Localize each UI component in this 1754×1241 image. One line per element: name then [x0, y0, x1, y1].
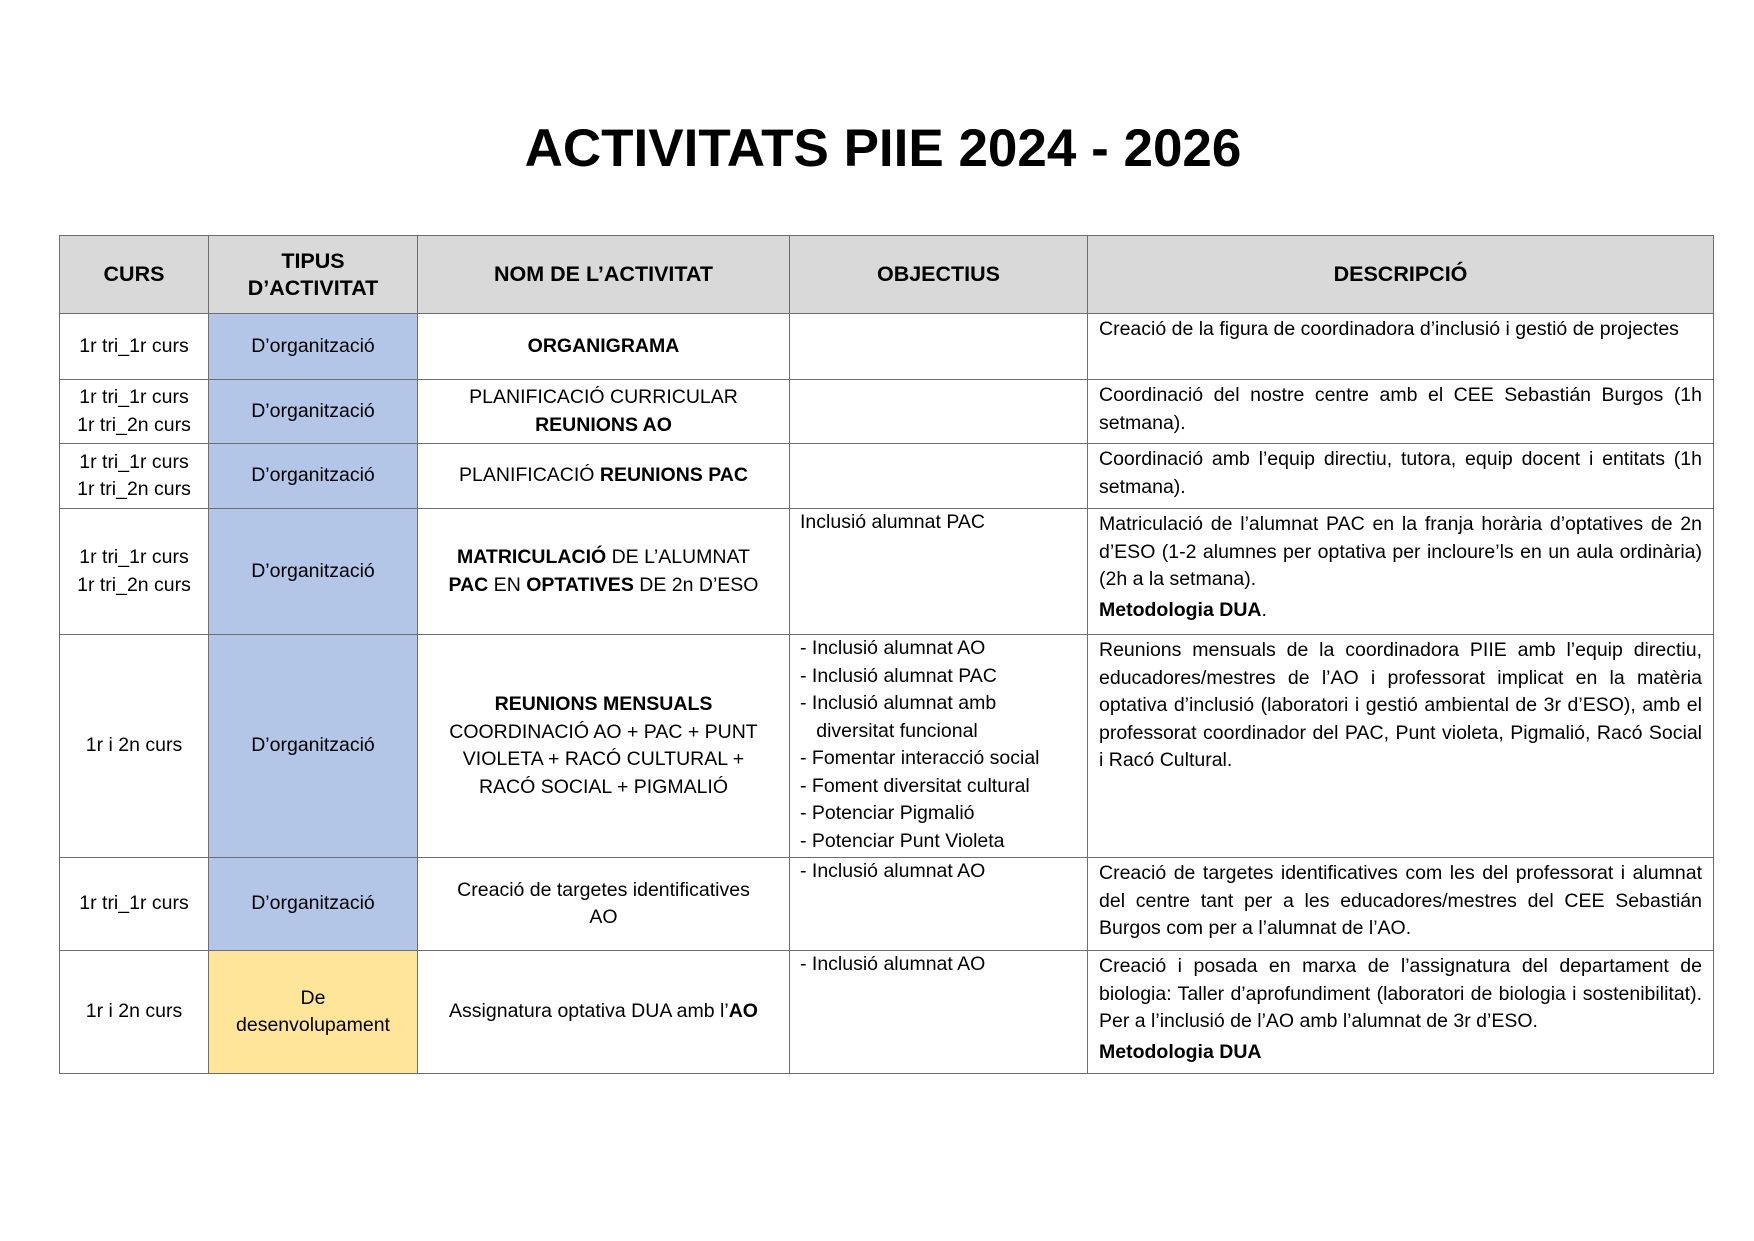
nom-text: DE L’ALUMNAT [606, 546, 750, 568]
nom-line: PLANIFICACIÓ CURRICULAR [469, 386, 738, 408]
header-tipus-line2: D’ACTIVITAT [247, 275, 379, 300]
tipus-cell: D’organització [209, 858, 418, 951]
descripcio-text: Creació i posada en marxa de l’assignatura del departament de biologia: Taller d’aprofundiment (laboratori de biologia i sostenibilitat). Per a l’inclusió de l’AO amb l’alumnat de 3r d’ESO. [1099, 955, 1702, 1032]
nom-bold: PAC [448, 573, 489, 596]
objectius-cell [790, 380, 1088, 444]
descripcio-suffix: . [1261, 598, 1267, 621]
nom-line: AO [589, 906, 618, 928]
table-row [60, 635, 1714, 858]
curs-cell [60, 509, 209, 635]
nom-cell [418, 380, 790, 444]
table-row [60, 509, 1714, 635]
descripcio-cell [1088, 951, 1714, 1074]
descripcio-text: Creació de targetes identificatives com les del professorat i alumnat del centre tant per a les educadores/mestres del CEE Sebastián Burgos com per a l’alumnat de l’AO. [1099, 862, 1702, 939]
table-row [60, 444, 1714, 509]
objectiu-item: - Inclusió alumnat AO [800, 860, 986, 882]
objectiu-item: - Inclusió alumnat AO [800, 637, 986, 659]
objectiu-item: - Fomentar interacció social [800, 747, 1040, 769]
objectiu-item: Inclusió alumnat PAC [800, 511, 985, 533]
descripcio-text: Reunions mensuals de la coordinadora PIIE amb l’equip directiu, educadores/mestres de l’AO i professorat implicat en la matèria optativa d’inclusió (laboratori i gestió ambiental de 3r d’ESO), amb el professorat coordinador del PAC, Punt violeta, Pigmalió, Racó Social i Racó Cultural. [1099, 639, 1702, 771]
activities-table [59, 235, 1714, 1074]
objectiu-item: diversitat funcional [800, 719, 978, 742]
objectius-cell [790, 951, 1088, 1074]
curs-value: 1r i 2n curs [85, 734, 183, 757]
nom-cell [418, 635, 790, 858]
nom-cell [418, 314, 790, 380]
curs-value: 1r tri_1r curs [79, 386, 189, 408]
descripcio-bold: Metodologia DUA [1099, 1040, 1262, 1063]
curs-value: 1r tri_2n curs [77, 413, 191, 436]
curs-cell [60, 951, 209, 1074]
nom-bold: AO [728, 1000, 758, 1023]
descripcio-cell [1088, 858, 1714, 951]
objectiu-item: - Inclusió alumnat amb [800, 692, 997, 714]
tipus-cell: D’organització [209, 380, 418, 444]
tipus-line: De [300, 986, 326, 1009]
tipus-cell: D’organització [209, 509, 418, 635]
nom-cell [418, 858, 790, 951]
nom-bold: REUNIONS MENSUALS [494, 693, 713, 715]
objectius-cell [790, 444, 1088, 509]
tipus-line: desenvolupament [236, 1014, 390, 1036]
page-title: ACTIVITATS PIIE 2024 - 2026 [524, 119, 1242, 178]
header-tipus-line1: TIPUS [281, 248, 345, 273]
nom-line: RACÓ SOCIAL + PIGMALIÓ [478, 775, 729, 798]
curs-cell [60, 858, 209, 951]
objectius-cell [790, 858, 1088, 951]
descripcio-text: Coordinació amb l’equip directiu, tutora, equip docent i entitats (1h setmana). [1099, 448, 1702, 498]
objectius-cell [790, 635, 1088, 858]
header-descripcio: DESCRIPCIÓ [1088, 236, 1714, 314]
objectiu-item: - Inclusió alumnat AO [800, 953, 986, 975]
descripcio-cell [1088, 380, 1714, 444]
nom-line: VIOLETA + RACÓ CULTURAL + [462, 748, 745, 770]
curs-value: 1r tri_2n curs [77, 573, 191, 596]
nom-text: EN [488, 573, 527, 596]
curs-value: 1r tri_1r curs [79, 450, 189, 473]
table-row [60, 858, 1714, 951]
nom-cell [418, 509, 790, 635]
descripcio-bold: Metodologia DUA [1099, 598, 1262, 621]
curs-cell [60, 380, 209, 444]
objectiu-item: - Potenciar Punt Violeta [800, 829, 1005, 852]
descripcio-cell [1088, 635, 1714, 858]
header-objectius: OBJECTIUS [790, 236, 1088, 314]
curs-value: 1r i 2n curs [85, 1000, 183, 1023]
descripcio-text: Creació de la figura de coordinadora d’inclusió i gestió de projectes [1099, 318, 1679, 340]
curs-value: 1r tri_2n curs [77, 478, 191, 500]
descripcio-text: Matriculació de l’alumnat PAC en la franja horària d’optatives de 2n d’ESO (1-2 alumnes per optativa per incloure’ls en un aula ordinària) (2h a la setmana). [1099, 513, 1702, 590]
objectiu-item: - Foment diversitat cultural [800, 774, 1030, 797]
nom-cell [418, 951, 790, 1074]
nom-cell [418, 444, 790, 509]
nom-text: DE 2n D’ESO [633, 573, 759, 596]
tipus-cell: D’organització [209, 444, 418, 509]
descripcio-cell [1088, 509, 1714, 635]
tipus-cell [209, 951, 418, 1074]
curs-cell [60, 314, 209, 380]
nom-text: PLANIFICACIÓ [459, 464, 600, 487]
objectius-cell [790, 314, 1088, 380]
nom-bold: MATRICULACIÓ [457, 546, 607, 568]
objectiu-item: - Potenciar Pigmalió [800, 802, 975, 824]
curs-value: 1r tri_1r curs [79, 546, 189, 568]
table-header-row [60, 236, 1714, 314]
header-curs: CURS [60, 236, 209, 314]
objectiu-item: - Inclusió alumnat PAC [800, 664, 997, 687]
curs-cell [60, 444, 209, 509]
descripcio-cell [1088, 444, 1714, 509]
descripcio-cell [1088, 314, 1714, 380]
nom-bold: ORGANIGRAMA [527, 334, 680, 357]
nom-text: Assignatura optativa DUA amb l’ [449, 1000, 729, 1023]
descripcio-text: Coordinació del nostre centre amb el CEE Sebastián Burgos (1h setmana). [1099, 384, 1702, 434]
nom-line: Creació de targetes identificatives [457, 878, 750, 901]
curs-value: 1r tri_1r curs [79, 334, 189, 357]
objectius-cell [790, 509, 1088, 635]
curs-value: 1r tri_1r curs [79, 892, 189, 915]
table-row [60, 380, 1714, 444]
tipus-cell: D’organització [209, 314, 418, 380]
tipus-cell: D’organització [209, 635, 418, 858]
nom-bold: OPTATIVES [526, 573, 634, 596]
nom-bold: REUNIONS PAC [599, 464, 748, 487]
header-nom: NOM DE L’ACTIVITAT [418, 236, 790, 314]
table-row [60, 314, 1714, 380]
table-row [60, 951, 1714, 1074]
curs-cell [60, 635, 209, 858]
header-tipus [209, 236, 418, 314]
nom-line: COORDINACIÓ AO + PAC + PUNT [449, 720, 758, 743]
nom-bold: REUNIONS AO [535, 413, 672, 436]
